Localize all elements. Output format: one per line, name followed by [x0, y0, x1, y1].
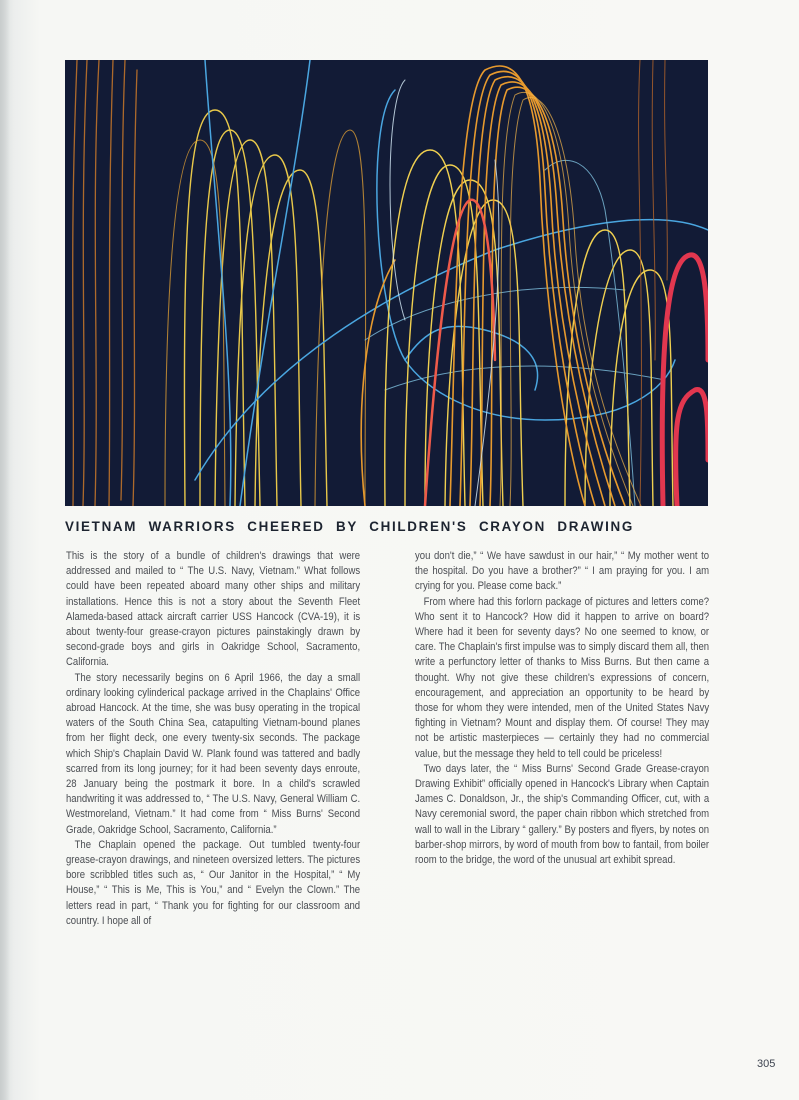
article-right-column	[415, 549, 709, 868]
paragraph: Two days later, the “ Miss Burns' Second Grade Grease-crayon Drawing Exhibit” officially opened in Hancock's Library when Captain James C. Donaldson, Jr., the ship's Commanding Officer, cut, with a Navy ceremonial sword, the paper chain ribbon which stretched from wall to wall in the Library “ gallery.” By posters and flyers, by notes on barber-shop mirrors, by word of mouth from bow to fantail, from boiler room to the bridge, the word of the unusual art exhibit spread.	[415, 762, 710, 867]
article-headline: VIETNAM WARRIORS CHEERED BY CHILDREN'S CRAYON DRAWING	[65, 519, 634, 534]
paragraph: The story necessarily begins on 6 April 1966, the day a small ordinary looking cylinderical package arrived in the Chaplains' Office abroad Hancock. At the time, she was busy operating in the tropical waters of the South China Sea, catapulting Vietnam-bound planes from her flight deck, one every twenty-six seconds. The package which Ship's Chaplain David W. Plank found was tattered and badly scarred from its long journey; for it had been seventy days enroute, 28 January being the postmark it bore. In a child's scrawled handwriting it was addressed to, “ The U.S. Navy, General William C. Westmoreland, Vietnam.” It had come from “ Miss Burns' Second Grade, Oakridge School, Sacramento, California.”	[66, 671, 361, 836]
light-trail-photo	[65, 60, 708, 506]
article-left-column	[66, 549, 360, 929]
page-number: 305	[757, 1058, 776, 1070]
paragraph: From where had this forlorn package of pictures and letters come? Who sent it to Hancock? How did it happen to arrive on board? Where had it been for seventy days? No one seemed to know, or care. The Chaplain's first impulse was to simply discard them all, then write a perfunctory letter of thanks to Miss Burns. But then came a thought. Why not give these children's expressions of concern, encouragement, and appreciation an opportunity to be heard by those for whom they were intended, men of the United States Navy fighting in Vietnam? Mount and display them. Of course! They may not be artistic masterpieces — certainly they had no commercial value, but the message they held to tell could be priceless!	[415, 595, 710, 760]
paragraph: you don't die,” “ We have sawdust in our hair,” “ My mother went to the hospital. Do you have a brother?” “ I am praying for you. I am crying for you. Please come back.”	[415, 550, 710, 593]
page-gutter-shadow	[0, 0, 10, 1100]
light-trails-illustration	[65, 60, 708, 506]
paragraph: The Chaplain opened the package. Out tumbled twenty-four grease-crayon drawings, and nineteen oversized letters. The pictures bore scribbled titles such as, “ Our Janitor in the Hospital,” “ My House,” “ This is Me, This is You,” and “ Evelyn the Clown.” The letters read in part, “ Thank you for fighting for our classroom and country. I hope all of	[66, 838, 361, 927]
paragraph: This is the story of a bundle of children's drawings that were addressed and mailed to “ The U.S. Navy, Vietnam.” What follows could have been repeated aboard many other ships and military installations. Hence this is not a story about the Seventh Fleet Alameda-based attack aircraft carrier USS Hancock (CVA-19), it is about twenty-four grease-crayon pictures painstakingly drawn by second-grade boys and girls in Oakridge School, Sacramento, California.	[66, 550, 361, 669]
